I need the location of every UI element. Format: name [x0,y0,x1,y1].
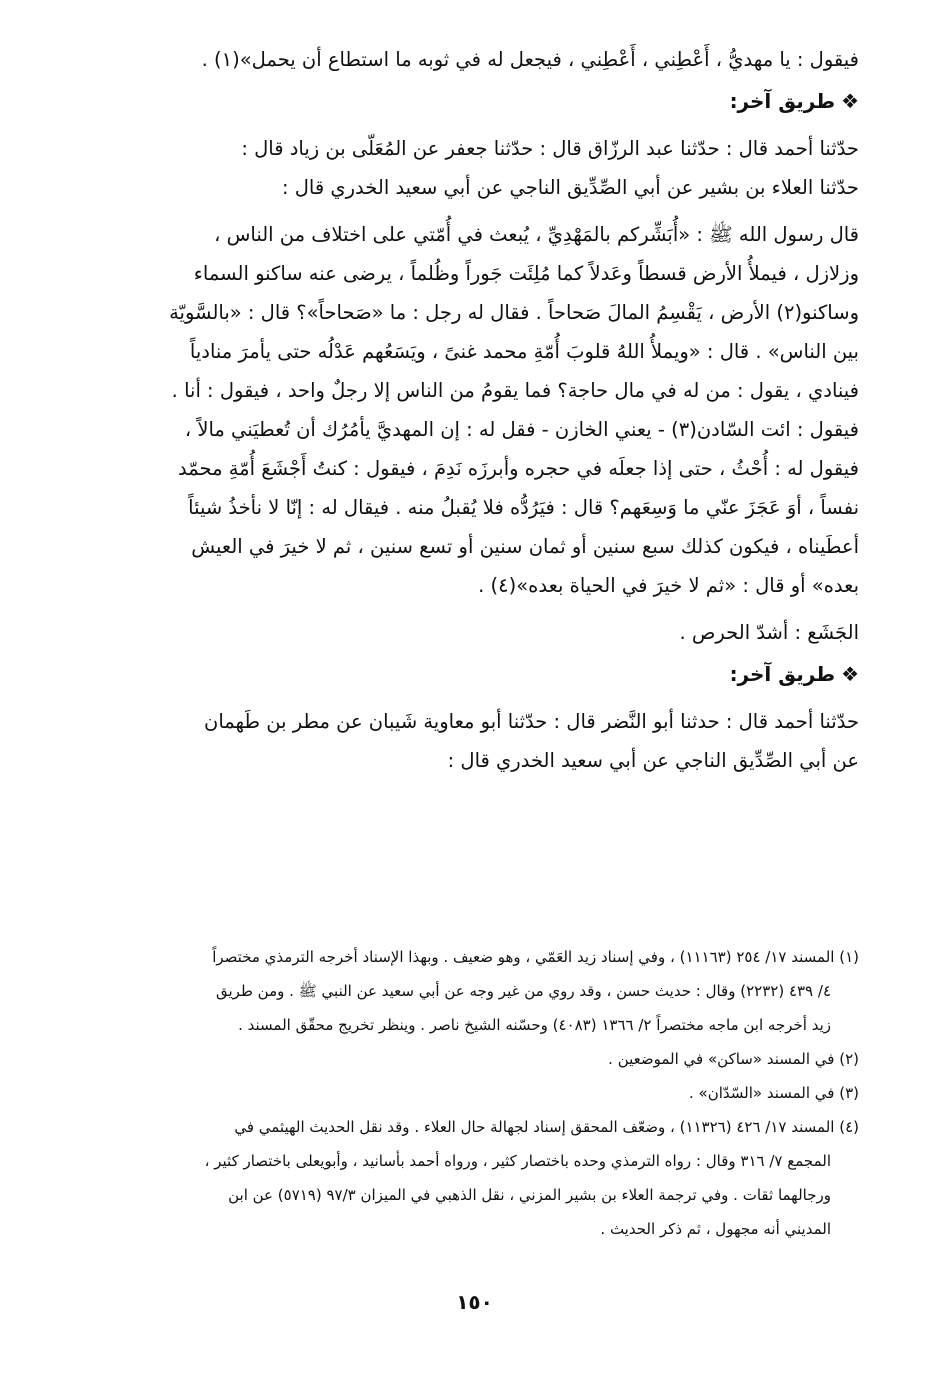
text-line: نفساً ، أوَ عَجَزَ عنّي ما وَسِعَهم؟ قال : فيَرُدُّه فلا يُقبلُ منه . فيقال له : إنّا لا نأخذُ شيئاً [188,496,859,519]
text-line: وساكنو(٢) الأرض ، يَقْسِمُ المالَ صَحاحاً . فقال له رجل : ما «صَحاحاً»؟ قال : «بالسَّويّة [169,301,859,324]
text-line: بين الناس» . قال : «ويملأُ اللهُ قلوبَ أُمّةِ محمد غنىً ، ويَسَعُهم عَدْلُه حتى يأمرَ منادياً [189,340,859,363]
footnotes [89,940,859,1246]
footnote-2: (٢) في المسند «ساكن» في الموضعين . [608,1050,859,1068]
footnote-1 [89,940,859,1042]
footnote-line: المجمع ٧/ ٣١٦ وقال : رواه الترمذي وحده باختصار كثير ، ورواه أحمد بأسانيد ، وأبويعلى باختصار كثير ، [204,1152,831,1170]
text-line: بعده» أو قال : «ثم لا خيرَ في الحياة بعده»(٤) . [478,574,859,597]
footnote-line: ورجالهما ثقات . وفي ترجمة العلاء بن بشير المزني ، نقل الذهبي في الميزان ٩٧/٣ (٥٧١٩) عن ابن [228,1186,831,1204]
footnote-line: زيد أخرجه ابن ماجه مختصراً ٢/ ١٣٦٦ (٤٠٨٣) وحسّنه الشيخ ناصر . وينظر تخريج محقّق المسند . [238,1016,831,1034]
gloss-line: الجَشَع : أشدّ الحرص . [679,621,859,644]
text-line: قال رسول الله ﷺ : «أُبَشِّركم بالمَهْدِيِّ ، يُبعث في أُمّتي على اختلاف من الناس ، [214,223,859,246]
text-line: فيقول له : أُحْثُ ، حتى إذا جعلَه في حجره وأبرزَه نَدِمَ ، فيقول : كنتُ أَجْشَعَ أُمّةِ محمّد [177,457,859,480]
text-line: حدّثنا العلاء بن بشير عن أبي الصِّدِّيق الناجي عن أبي سعيد الخدري قال : [281,176,859,199]
text-line: فيقول : ائت السّادن(٣) - يعني الخازن - فقل له : إن المهديَّ يأمُرُك أن تُعطيَني مالاً ، [184,418,859,441]
hadith-paragraph [89,215,859,605]
diamond-bullet-icon: ❖ [841,89,859,113]
text-line: حدّثنا أحمد قال : حدّثنا عبد الرزّاق قال : حدّثنا جعفر عن المُعَلّى بن زياد قال : [241,137,859,160]
text-line: وزلازل ، فيملأُ الأرض قسطاً وعَدلاً كما مُلِئَت جَوراً وظُلماً ، يرضى عنه ساكنو السماء [193,262,859,285]
text-line-1: فيقول : يا مهديُّ ، أَعْطِني ، أَعْطِني ، فيجعل له في ثوبه ما استطاع أن يحمل»(١) . [201,48,859,71]
isnad-paragraph-1 [89,129,859,207]
text-line: حدّثنا أحمد قال : حدثنا أبو النَّضر قال : حدّثنا أبو معاوية شَيبان عن مطر بن طَهمان [204,710,859,733]
page-number: ١٥٠ [456,1290,493,1314]
text-line: فينادي ، يقول : من له في مال حاجة؟ فما يقومُ من الناس إلا رجلٌ واحد ، فيقول : أنا . [171,379,859,402]
heading-text: طريق آخر: [729,662,836,686]
footnote-line: (١) المسند ١٧/ ٢٥٤ (١١١٦٣) ، وفي إسناد زيد العَمّي ، وهو ضعيف . وبهذا الإسناد أخرجه الترمذي مختصراً [212,948,859,966]
footnote-line: (٤) المسند ١٧/ ٤٢٦ (١١٣٢٦) ، وضعّف المحقق إسناد لجهالة حال العلاء . وقد نقل الحديث الهيثمي في [234,1118,859,1136]
text-line: أعطَيناه ، فيكون كذلك سبع سنين أو ثمان سنين أو تسع سنين ، ثم لا خيرَ في العيش [191,535,859,558]
diamond-bullet-icon: ❖ [841,662,859,686]
text-line: عن أبي الصِّدِّيق الناجي عن أبي سعيد الخدري قال : [447,749,859,772]
footnote-line: ٤/ ٤٣٩ (٢٢٣٢) وقال : حديث حسن ، وقد روي من غير وجه عن أبي سعيد عن النبي ﷺ . ومن طريق [215,982,831,1000]
footnote-4 [89,1110,859,1246]
footnote-line: المديني أنه مجهول ، ثم ذكر الحديث . [600,1220,831,1238]
heading-text: طريق آخر: [729,89,836,113]
main-text [89,40,859,780]
footnote-3: (٣) في المسند «السّدّان» . [688,1084,859,1102]
isnad-paragraph-2 [89,702,859,780]
section-heading-2 [89,654,859,694]
section-heading-1 [89,81,859,121]
